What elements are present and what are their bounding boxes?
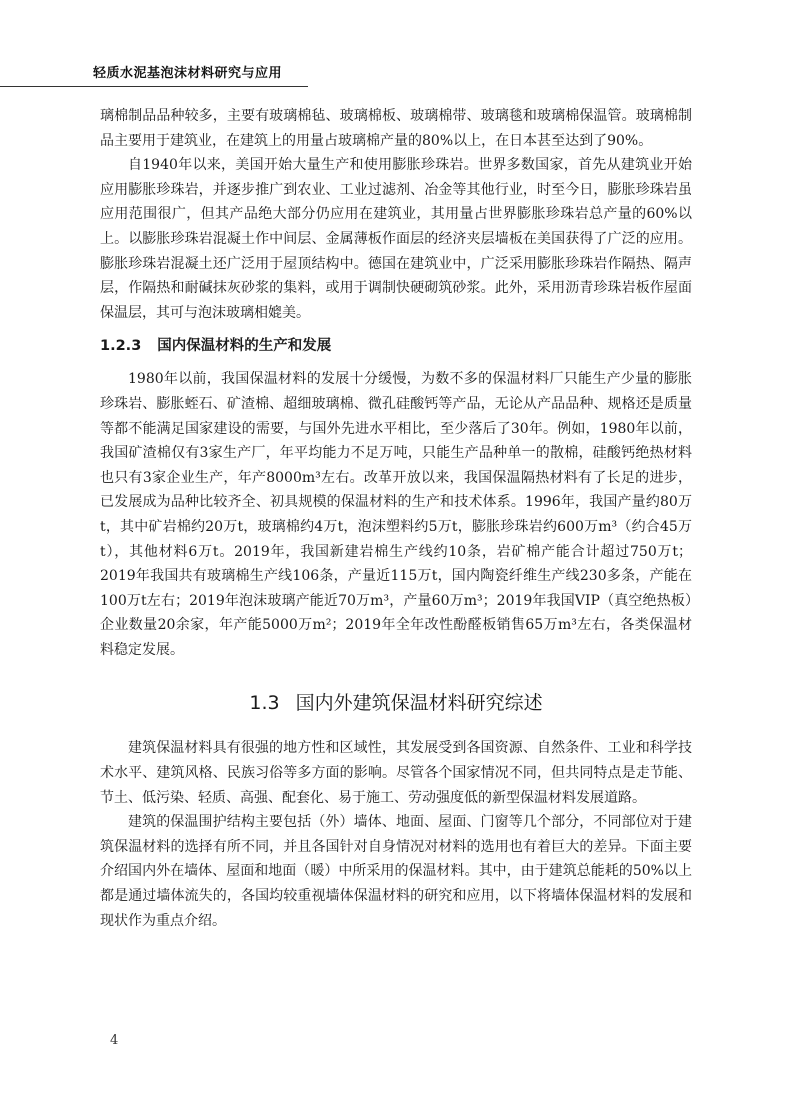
section-title: 国内外建筑保温材料研究综述 xyxy=(295,692,543,715)
paragraph: 建筑的保温围护结构主要包括（外）墙体、地面、屋面、门窗等几个部分，不同部位对于建筑保温材料的选择有所不同，并且各国针对自身情况对材料的选用也有着巨大的差异。下面主要介绍国内外在墙体、屋面和地面（暖）中所采用的保温材料。其中，由于建筑总能耗的50%以上都是通过墙体流失的，各国均较重视墙体保温材料的研究和应用，以下将墙体保温材料的发展和现状作为重点介绍。 xyxy=(100,814,692,929)
subsection-heading xyxy=(100,333,692,359)
section-number: 1.3 xyxy=(249,692,280,715)
running-head-title: 轻质水泥基泡沫材料研究与应用 xyxy=(93,66,283,81)
paragraph: 建筑保温材料具有很强的地方性和区域性，其发展受到各国资源、自然条件、工业和科学技术水平、建筑风格、民族习俗等多方面的影响。尽管各个国家情况不同，但共同特点是走节能、节土、低污染、轻质、高强、配套化、易于施工、劳动强度低的新型保温材料发展道路。 xyxy=(100,740,692,806)
section-heading xyxy=(100,688,692,718)
paragraph: 1980年以前，我国保温材料的发展十分缓慢，为数不多的保温材料厂只能生产少量的膨胀珍珠岩、膨胀蛭石、矿渣棉、超细玻璃棉、微孔硅酸钙等产品，无论从产品品种、规格还是质量等都不能满足国家建设的需要，与国外先进水平相比，至少落后了30年。例如，1980年以前，我国矿渣棉仅有3家生产厂，年平均能力不足万吨，只能生产品种单一的散棉，硅酸钙绝热材料也只有3家企业生产，年产8000m³左右。改革开放以来，我国保温隔热材料有了长足的进步，已发展成为品种比较齐全、初具规模的保温材料的生产和技术体系。1996年，我国产量约80万t，其中矿岩棉约20万t，玻璃棉约4万t，泡沫塑料约5万t，膨胀珍珠岩约600万m³（约合45万t），其他材料6万t。2019年，我国新建岩棉生产线约10条，岩矿棉产能合计超过750万t；2019年我国共有玻璃棉生产线106条，产量近115万t，国内陶瓷纤维生产线230多条，产能在100万t左右；2019年泡沫玻璃产能近70万m³，产量60万m³；2019年我国VIP（真空绝热板）企业数量20余家，年产能5000万m²；2019年全年改性酚醛板销售65万m³左右，各类保温材料稳定发展。 xyxy=(100,371,692,658)
page-body xyxy=(100,104,692,933)
page-number: 4 xyxy=(110,1033,119,1048)
paragraph: 璃棉制品品种较多，主要有玻璃棉毡、玻璃棉板、玻璃棉带、玻璃毯和玻璃棉保温管。玻璃棉制品主要用于建筑业，在建筑上的用量占玻璃棉产量的80%以上，在日本甚至达到了90%。 xyxy=(100,108,692,149)
header-rule xyxy=(0,86,308,87)
subsection-title: 国内保温材料的生产和发展 xyxy=(157,338,332,355)
subsection-number: 1.2.3 xyxy=(100,338,142,355)
paragraph: 自1940年以来，美国开始大量生产和使用膨胀珍珠岩。世界多数国家，首先从建筑业开始应用膨胀珍珠岩，并逐步推广到农业、工业过滤剂、冶金等其他行业，时至今日，膨胀珍珠岩虽应用范围很广，但其产品绝大部分仍应用在建筑业，其用量占世界膨胀珍珠岩总产量的60%以上。以膨胀珍珠岩混凝土作中间层、金属薄板作面层的经济夹层墙板在美国获得了广泛的应用。膨胀珍珠岩混凝土还广泛用于屋顶结构中。德国在建筑业中，广泛采用膨胀珍珠岩作隔热、隔声层，作隔热和耐碱抹灰砂浆的集料，或用于调制快硬砌筑砂浆。此外，采用沥青珍珠岩板作屋面保温层，其可与泡沫玻璃相媲美。 xyxy=(100,157,692,321)
